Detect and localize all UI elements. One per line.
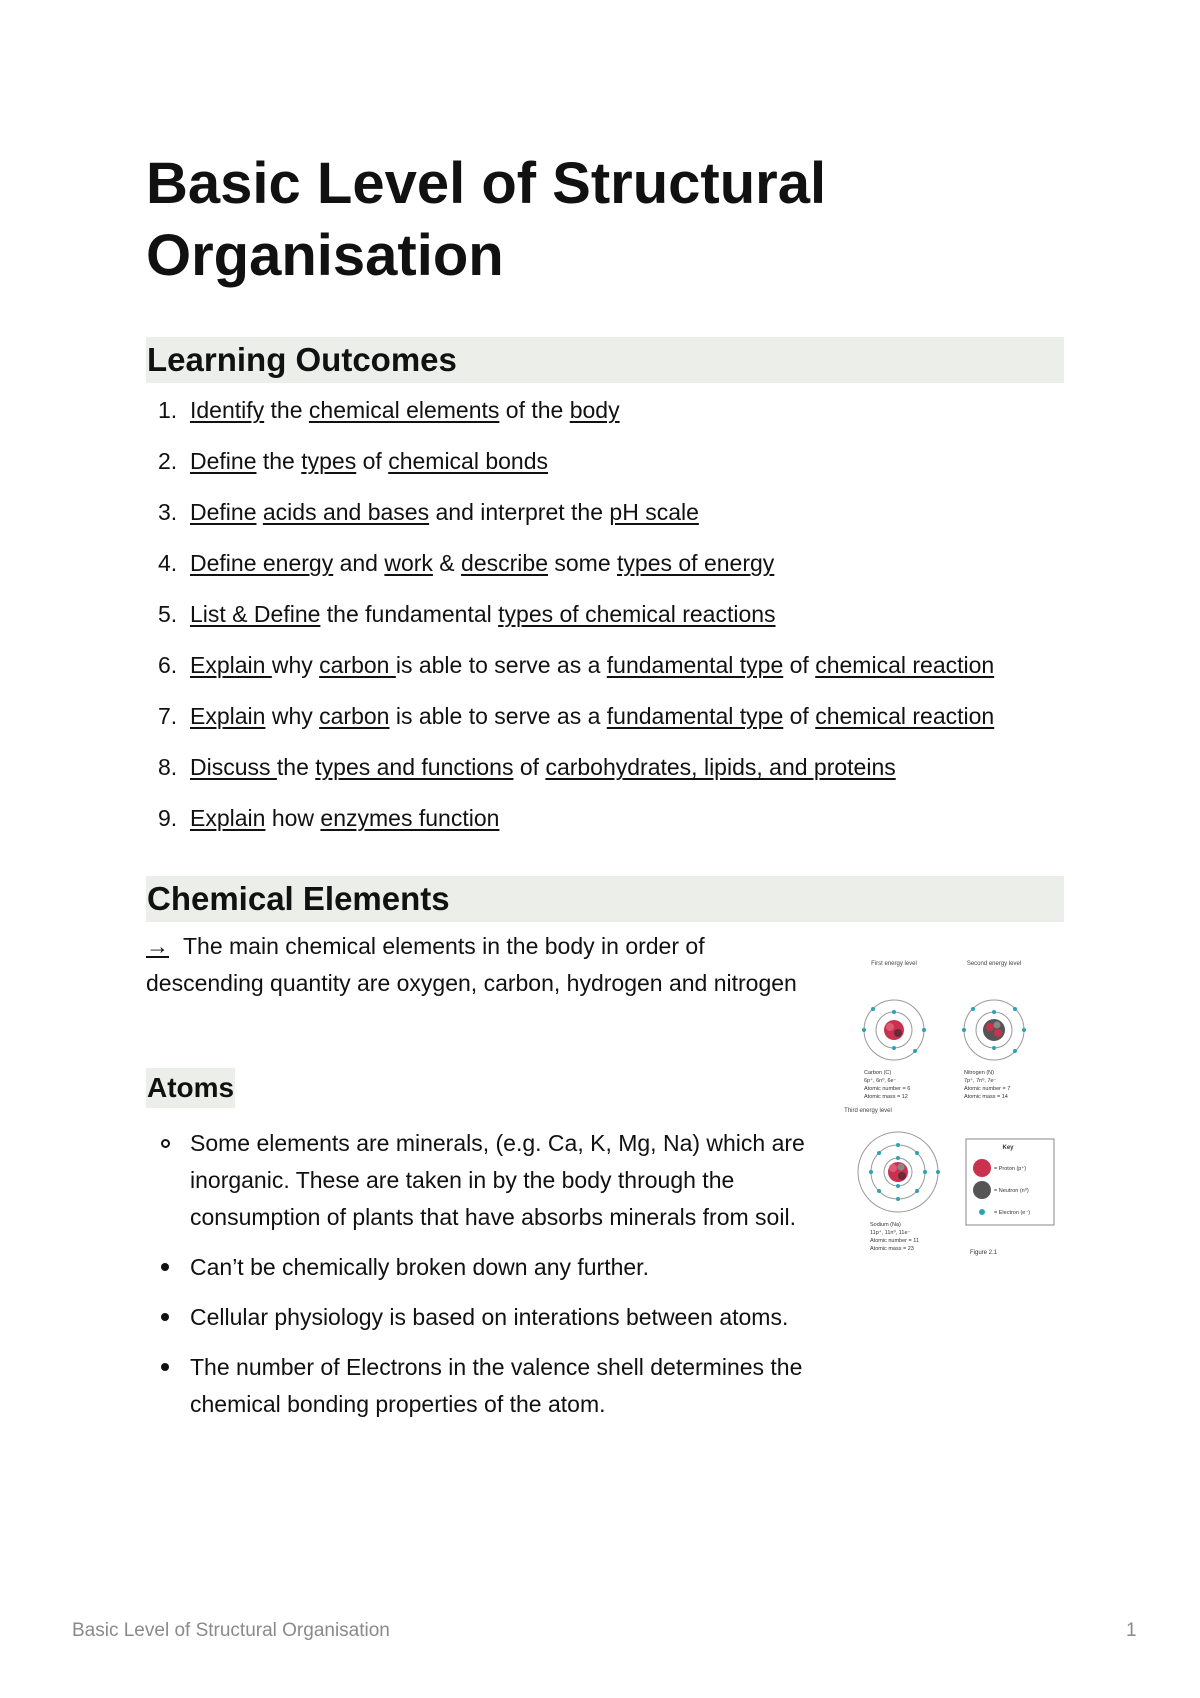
carbon-caption-line: Carbon (C) [864,1070,892,1076]
list-number: 6. [158,652,178,678]
underlined-term: describe [461,550,548,576]
list-number: 5. [158,601,178,627]
underlined-term: types and functions [315,754,514,780]
key-title: Key [1002,1145,1014,1151]
underlined-term: chemical elements [308,397,500,423]
figure-label-first: First energy level [871,961,917,967]
learning-outcome-item [146,696,1064,747]
underlined-term: fundamental type [606,703,784,729]
outcome-text: & [432,550,462,576]
underlined-term: chemical bonds [388,448,549,474]
list-number: 4. [158,550,178,576]
outcome-text: and interpret the [429,499,610,525]
underlined-term: types of energy [617,550,775,576]
sodium-caption-line: Atomic number = 11 [870,1238,919,1244]
outcome-text: of [513,754,546,780]
outcome-text: of the [499,397,570,423]
learning-outcome-item [146,390,1064,441]
outcome-text: the [276,754,316,780]
outcome-text: the [264,397,309,423]
sodium-atom-diagram [858,1132,940,1212]
figure-label-second: Second energy level [966,961,1022,967]
bullet-icon [161,1139,170,1148]
underlined-term: acids and bases [262,499,430,525]
list-item [146,1249,806,1286]
underlined-term: chemical reaction [815,652,995,678]
outcome-text: how [265,805,321,831]
key-proton-label: = Proton (p⁺) [994,1166,1027,1172]
outcome-text: the fundamental [320,601,499,627]
key-electron-label: = Electron (e⁻) [994,1210,1031,1216]
list-number: 2. [158,448,178,474]
outcome-text: is able to serve as a [389,703,607,729]
learning-outcome-item [146,441,1064,492]
outcome-text: why [271,652,320,678]
underlined-term: work [384,550,433,576]
figure-caption: Figure 2.1 [970,1250,998,1256]
bullet-icon [161,1313,169,1321]
list-item [146,1299,806,1336]
nitrogen-caption-line: Nitrogen (N) [964,1070,994,1076]
carbon-atom-diagram [862,1000,926,1060]
outcome-text: of [356,448,389,474]
learning-outcome-item [146,594,1064,645]
list-number: 1. [158,397,178,423]
sodium-caption-line: Sodium (Na) [870,1222,901,1228]
nitrogen-atom-diagram [962,1000,1026,1060]
list-item-text: The number of Electrons in the valence shell determines the chemical bonding properties of the atom. [190,1354,803,1417]
underlined-term: Discuss [190,754,277,780]
outcome-text: and [333,550,385,576]
carbon-caption-line: Atomic mass = 12 [864,1094,908,1100]
outcome-text: of [783,652,816,678]
sodium-caption-line: 11p⁺, 11n⁰, 11e⁻ [870,1230,911,1236]
footer-title: Basic Level of Structural Organisation [72,1620,390,1641]
learning-outcome-item [146,645,1064,696]
atom-structure-figure [844,958,1056,1288]
electron-key-icon [979,1209,985,1215]
outcome-text: why [265,703,320,729]
atoms-list [146,1125,806,1436]
intro-text: The main chemical elements in the body in order of descending quantity are oxygen, carbon, hydrogen and nitrogen [146,933,797,996]
page-title: Basic Level of Structural Organisation [146,151,827,288]
underlined-term: Define [190,448,257,474]
list-item-text: Cellular physiology is based on interations between atoms. [190,1304,789,1330]
outcome-text: some [547,550,618,576]
learning-outcomes-heading: Learning Outcomes [146,337,1064,383]
underlined-term: body [569,397,620,423]
page-number: 1 [1126,1620,1137,1641]
chemical-elements-heading: Chemical Elements [146,876,1064,922]
list-number: 7. [158,703,178,729]
learning-outcome-item [146,747,1064,798]
underlined-term: Define [190,499,257,525]
list-item [146,1349,806,1423]
list-item [146,1125,806,1236]
sodium-caption-line: Atomic mass = 23 [870,1246,914,1252]
learning-outcome-item [146,798,1064,849]
list-number: 3. [158,499,178,525]
neutron-key-icon [973,1181,991,1199]
list-item-text: Some elements are minerals, (e.g. Ca, K, Mg, Na) which are inorganic. These are taken in by the body through the consumption of plants that have absorbs minerals from soil. [190,1130,805,1230]
underlined-term: Explain [190,652,272,678]
chemical-elements-intro [146,928,806,1002]
underlined-term: Explain [190,805,266,831]
carbon-caption-line: Atomic number = 6 [864,1086,911,1092]
learning-outcome-item [146,543,1064,594]
proton-key-icon [973,1159,991,1177]
figure-key [966,1139,1054,1225]
outcome-text: the [256,448,302,474]
outcome-text: of [783,703,816,729]
underlined-term: enzymes function [320,805,500,831]
nitrogen-caption-line: Atomic mass = 14 [964,1094,1008,1100]
bullet-icon [161,1363,169,1371]
underlined-term: fundamental type [606,652,784,678]
underlined-term: types of chemical reactions [498,601,776,627]
figure-label-third: Third energy level [844,1108,892,1114]
key-neutron-label: = Neutron (n⁰) [994,1188,1029,1194]
bullet-icon [161,1263,169,1271]
underlined-term: carbon [319,652,396,678]
list-number: 8. [158,754,178,780]
learning-outcomes-list [146,390,1064,849]
nitrogen-caption-line: Atomic number = 7 [964,1086,1011,1092]
underlined-term: carbon [319,703,390,729]
underlined-term: Define energy [190,550,334,576]
learning-outcome-item [146,492,1064,543]
underlined-term: List & Define [190,601,321,627]
outcome-text: is able to serve as a [395,652,607,678]
list-item-text: Can’t be chemically broken down any further. [190,1254,649,1280]
nitrogen-caption-line: 7p⁺, 7n⁰, 7e⁻ [964,1078,997,1084]
atoms-heading: Atoms [146,1068,235,1108]
underlined-term: Identify [190,397,265,423]
carbon-caption-line: 6p⁺, 6n⁰, 6e⁻ [864,1078,897,1084]
arrow-icon: → [146,933,169,959]
underlined-term: pH scale [609,499,699,525]
list-number: 9. [158,805,178,831]
underlined-term: types [301,448,357,474]
underlined-term: Explain [190,703,266,729]
underlined-term: chemical reaction [815,703,995,729]
underlined-term: carbohydrates, lipids, and proteins [545,754,896,780]
